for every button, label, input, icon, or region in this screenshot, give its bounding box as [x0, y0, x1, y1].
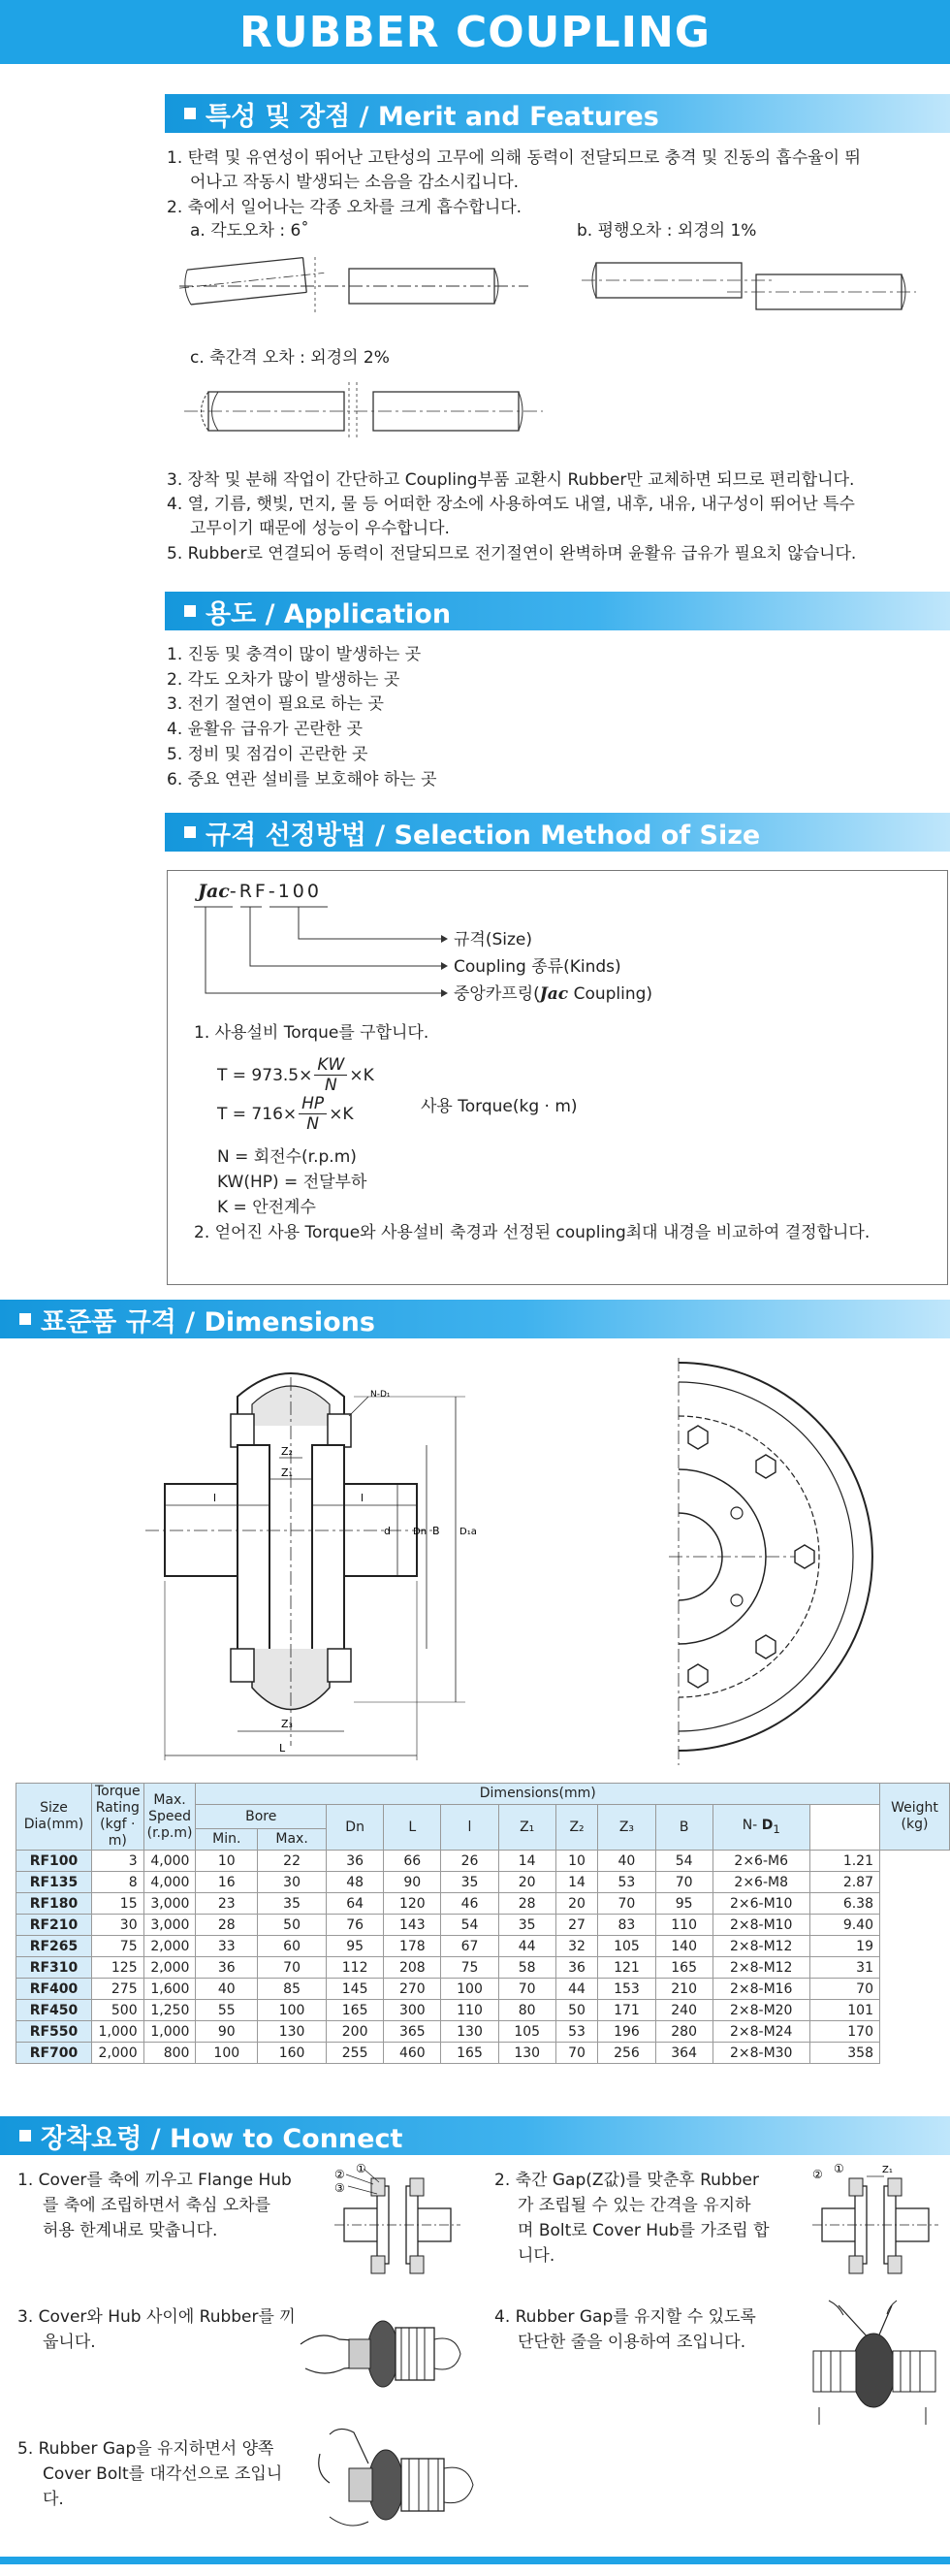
- table-row: [16, 1936, 950, 1957]
- legend-jac-pre: 중앙카프링(: [454, 984, 540, 1004]
- table-cell-size: RF265: [16, 1936, 92, 1957]
- header-speed-3: (r.p.m): [146, 1824, 193, 1841]
- table-cell: 70: [555, 2043, 598, 2064]
- header-torque-2: Rating: [95, 1800, 140, 1816]
- table-cell: 2,000: [143, 1957, 196, 1979]
- col-header-speed: [143, 1784, 196, 1851]
- table-row: [16, 1979, 950, 2000]
- table-cell: 125: [92, 1957, 144, 1979]
- merit-item-5: 5. Rubber로 연결되어 동력이 전달되므로 전기절연이 완벽하며 윤활유 급유가 필요치 않습니다.: [167, 544, 857, 564]
- table-cell: 210: [655, 1979, 712, 2000]
- table-cell: 270: [384, 1979, 441, 2000]
- table-cell: 143: [384, 1915, 441, 1936]
- table-cell: 171: [598, 2000, 655, 2021]
- header-nd1-pre: N-: [742, 1817, 762, 1833]
- bottom-rule: [0, 2557, 950, 2564]
- connect-step-1-line3: 허용 한계내로 맞춥니다.: [43, 2221, 218, 2240]
- application-item: 5. 정비 및 점검이 곤란한 곳: [167, 745, 368, 764]
- table-cell: 1.21: [809, 1851, 879, 1872]
- table-cell: 300: [384, 2000, 441, 2021]
- table-cell: 60: [258, 1936, 327, 1957]
- definition-k: K = 안전계수: [217, 1198, 316, 1217]
- table-cell: 153: [598, 1979, 655, 2000]
- callout-2: ②: [334, 2168, 345, 2181]
- table-cell: 2×8-M12: [712, 1957, 809, 1979]
- application-item: 3. 전기 절연이 필요로 하는 곳: [167, 694, 384, 714]
- table-cell: 55: [196, 2000, 258, 2021]
- callout-1: ①: [834, 2162, 844, 2175]
- table-cell: 1,250: [143, 2000, 196, 2021]
- connect-step-2-line1: 2. 축간 Gap(Z값)를 맞춘후 Rubber: [494, 2171, 759, 2190]
- table-cell-size: RF700: [16, 2043, 92, 2064]
- section-title-merit: 특성 및 장점 / Merit and Features: [206, 101, 659, 132]
- label-axial-gap-error: c. 축간격 오차 : 외경의 2%: [190, 348, 390, 368]
- table-cell: 500: [92, 2000, 144, 2021]
- table-cell: 50: [258, 1915, 327, 1936]
- table-cell: 70: [258, 1957, 327, 1979]
- table-cell: 31: [809, 1957, 879, 1979]
- table-cell: 358: [809, 2043, 879, 2064]
- page-title: RUBBER COUPLING: [239, 7, 711, 57]
- application-item: 2. 각도 오차가 많이 발생하는 곳: [167, 670, 400, 690]
- drawing-label-z2: Z₂: [281, 1445, 293, 1458]
- table-cell: 36: [327, 1851, 384, 1872]
- table-cell: 15: [92, 1893, 144, 1915]
- table-cell: 200: [327, 2021, 384, 2043]
- table-cell: 14: [498, 1851, 555, 1872]
- table-cell: 101: [809, 2000, 879, 2021]
- col-header-z2: Z₂: [555, 1805, 598, 1851]
- square-bullet-icon: [184, 108, 196, 119]
- square-bullet-icon: [19, 2130, 31, 2141]
- table-cell: 105: [598, 1936, 655, 1957]
- formula-hp-denominator: N: [306, 1114, 320, 1134]
- dimensions-table: [16, 1783, 950, 2064]
- table-cell: 140: [655, 1936, 712, 1957]
- table-cell: 32: [555, 1936, 598, 1957]
- table-cell: 53: [555, 2021, 598, 2043]
- drawing-label-L: L: [279, 1742, 286, 1755]
- table-cell: 10: [196, 1851, 258, 1872]
- table-cell: 2×8-M16: [712, 1979, 809, 2000]
- table-cell-size: RF100: [16, 1851, 92, 1872]
- connect-step-3-line2: 웁니다.: [43, 2333, 96, 2352]
- table-cell: 58: [498, 1957, 555, 1979]
- table-cell: 160: [258, 2043, 327, 2064]
- connect-step-5-line3: 다.: [43, 2490, 64, 2509]
- table-cell: 2,000: [143, 1936, 196, 1957]
- table-cell: 105: [498, 2021, 555, 2043]
- drawing-label-z3: Z₃: [281, 1718, 293, 1730]
- legend-jac-post: Coupling): [568, 984, 653, 1004]
- col-header-weight: [880, 1784, 950, 1851]
- table-cell: 256: [598, 2043, 655, 2064]
- definition-kw: KW(HP) = 전달부하: [217, 1173, 367, 1192]
- table-cell: 50: [555, 2000, 598, 2021]
- table-cell: 14: [555, 1872, 598, 1893]
- model-code-legend-lines: [194, 902, 446, 999]
- merit-item-4-line1: 4. 열, 기름, 햇빛, 먼지, 물 등 어떠한 장소에 사용하여도 내열, 내후, 내유, 내구성이 뛰어난 특수: [167, 495, 855, 514]
- table-cell: 100: [196, 2043, 258, 2064]
- col-header-torque: [92, 1784, 144, 1851]
- table-cell: 70: [809, 1979, 879, 2000]
- table-cell: 76: [327, 1915, 384, 1936]
- callout-z1: Z₁: [882, 2165, 893, 2175]
- drawing-label-dn: Dn: [413, 1527, 428, 1537]
- table-cell: 83: [598, 1915, 655, 1936]
- header-nd1-sub: 1: [773, 1821, 780, 1836]
- connect-step-3-illustration: [301, 2301, 460, 2407]
- connect-step-4-illustration: [800, 2301, 945, 2427]
- col-header-bore-max: Max.: [258, 1829, 327, 1851]
- table-cell: 2×8-M20: [712, 2000, 809, 2021]
- table-cell: 1,000: [92, 2021, 144, 2043]
- table-cell: 2×8-M24: [712, 2021, 809, 2043]
- table-cell: 110: [655, 1915, 712, 1936]
- axial-gap-error-diagram: [184, 380, 543, 448]
- table-cell: 110: [441, 2000, 498, 2021]
- section-header-selection: [165, 813, 950, 852]
- selection-step-2: 2. 얻어진 사용 Torque와 사용설비 축경과 선정된 coupling최대 내경을 비교하여 결정합니다.: [194, 1223, 871, 1242]
- col-header-z3: Z₃: [598, 1805, 655, 1851]
- table-cell: 90: [384, 1872, 441, 1893]
- table-cell: 1,600: [143, 1979, 196, 2000]
- table-cell: 130: [441, 2021, 498, 2043]
- formula-kw: [217, 1055, 374, 1095]
- table-cell-size: RF450: [16, 2000, 92, 2021]
- col-header-bore: Bore: [196, 1805, 327, 1829]
- formula-kw-numerator: KW: [314, 1055, 347, 1076]
- table-cell: 75: [92, 1936, 144, 1957]
- table-cell: 9.40: [809, 1915, 879, 1936]
- table-cell: 30: [258, 1872, 327, 1893]
- table-cell-size: RF310: [16, 1957, 92, 1979]
- table-cell: 100: [258, 2000, 327, 2021]
- table-cell: 70: [498, 1979, 555, 2000]
- col-header-bore-min: Min.: [196, 1829, 258, 1851]
- connect-step-5-line1: 5. Rubber Gap을 유지하면서 양쪽: [17, 2439, 274, 2459]
- label-angular-error: a. 각도오차 : 6˚: [190, 221, 309, 241]
- table-cell: 35: [258, 1893, 327, 1915]
- section-title-selection: 규격 선정방법 / Selection Method of Size: [206, 820, 761, 851]
- table-cell: 44: [555, 1979, 598, 2000]
- col-header-size: [16, 1784, 92, 1851]
- model-code: [198, 879, 322, 904]
- table-cell: 3: [92, 1851, 144, 1872]
- connect-step-2-line2: 가 조립될 수 있는 간격을 유지하: [518, 2196, 751, 2215]
- table-cell-size: RF180: [16, 1893, 92, 1915]
- drawing-label-b: B: [432, 1525, 440, 1537]
- formula-kw-denominator: N: [324, 1076, 337, 1095]
- table-row: [16, 1893, 950, 1915]
- col-header-nd1: [712, 1805, 809, 1851]
- callout-3: ③: [334, 2181, 345, 2195]
- table-cell: 95: [655, 1893, 712, 1915]
- formula-kw-fraction: [314, 1055, 347, 1095]
- table-cell-size: RF400: [16, 1979, 92, 2000]
- table-row: [16, 2000, 950, 2021]
- table-cell: 255: [327, 2043, 384, 2064]
- legend-size: 규격(Size): [454, 930, 533, 950]
- table-cell: 2,000: [92, 2043, 144, 2064]
- table-cell: 36: [196, 1957, 258, 1979]
- table-cell: 800: [143, 2043, 196, 2064]
- table-cell: 2×6-M8: [712, 1872, 809, 1893]
- legend-jac-coupling: [454, 982, 652, 1007]
- application-item: 1. 진동 및 충격이 많이 발생하는 곳: [167, 645, 422, 664]
- col-header-b: B: [655, 1805, 712, 1851]
- table-cell: 70: [655, 1872, 712, 1893]
- table-cell: 90: [196, 2021, 258, 2043]
- table-cell: 275: [92, 1979, 144, 2000]
- coupling-front-view-drawing: [543, 1358, 814, 1765]
- table-cell: 3,000: [143, 1893, 196, 1915]
- angular-error-diagram: [179, 247, 528, 325]
- table-cell: 40: [598, 1851, 655, 1872]
- table-cell: 130: [498, 2043, 555, 2064]
- table-row: [16, 1957, 950, 1979]
- table-cell: 53: [598, 1872, 655, 1893]
- table-cell: 2×8-M12: [712, 1936, 809, 1957]
- dimensions-table-body: [16, 1851, 950, 2064]
- header-torque-3: (kgf · m): [100, 1817, 136, 1849]
- formula-hp-numerator: HP: [299, 1094, 327, 1114]
- merit-item-2: 2. 축에서 일어나는 각종 오차를 크게 흡수합니다.: [167, 198, 522, 217]
- connect-step-2-line4: 니다.: [518, 2246, 555, 2266]
- connect-step-5-illustration: [310, 2425, 475, 2541]
- table-cell: 48: [327, 1872, 384, 1893]
- formula-kw-prefix: T = 973.5×: [217, 1065, 313, 1085]
- table-cell: 35: [498, 1915, 555, 1936]
- page-title-bar: [0, 0, 950, 64]
- callout-2: ②: [812, 2168, 823, 2181]
- table-cell: 178: [384, 1936, 441, 1957]
- table-cell-size: RF135: [16, 1872, 92, 1893]
- table-cell: 365: [384, 2021, 441, 2043]
- header-weight-2: (kg): [901, 1817, 929, 1832]
- merit-item-1-line1: 1. 탄력 및 유연성이 뛰어난 고탄성의 고무에 의해 동력이 전달되므로 충격 및 진동의 흡수율이 뛰: [167, 148, 861, 168]
- connect-step-4-line1: 4. Rubber Gap를 유지할 수 있도록: [494, 2307, 756, 2327]
- header-torque-1: Torque: [95, 1784, 141, 1799]
- table-cell: 130: [258, 2021, 327, 2043]
- square-bullet-icon: [184, 826, 196, 838]
- formula-hp-prefix: T = 716×: [217, 1104, 298, 1124]
- section-header-merit: [165, 94, 950, 133]
- model-code-brand: Jac: [198, 881, 230, 902]
- table-cell: 2×6-M6: [712, 1851, 809, 1872]
- table-cell: 27: [555, 1915, 598, 1936]
- table-cell: 3,000: [143, 1915, 196, 1936]
- header-nd1-d: D: [761, 1817, 774, 1833]
- table-cell: 35: [441, 1872, 498, 1893]
- table-cell: 208: [384, 1957, 441, 1979]
- section-title-application: 용도 / Application: [206, 598, 452, 629]
- table-cell: 121: [598, 1957, 655, 1979]
- drawing-label-d1a: D₁a: [459, 1527, 477, 1537]
- table-cell: 20: [498, 1872, 555, 1893]
- table-cell: 46: [441, 1893, 498, 1915]
- table-cell: 23: [196, 1893, 258, 1915]
- torque-unit-note: 사용 Torque(kg · m): [421, 1097, 578, 1116]
- connect-step-1-line2: 를 축에 조립하면서 축심 오차를: [43, 2196, 271, 2215]
- section-header-dimensions: [0, 1300, 950, 1338]
- table-cell: 44: [498, 1936, 555, 1957]
- table-row: [16, 2021, 950, 2043]
- table-cell: 66: [384, 1851, 441, 1872]
- table-cell: 67: [441, 1936, 498, 1957]
- selection-step-1: 1. 사용설비 Torque를 구합니다.: [194, 1023, 429, 1043]
- table-cell: 120: [384, 1893, 441, 1915]
- table-cell: 240: [655, 2000, 712, 2021]
- table-cell: 40: [196, 1979, 258, 2000]
- table-cell: 112: [327, 1957, 384, 1979]
- table-row: [16, 1915, 950, 1936]
- table-cell: 54: [441, 1915, 498, 1936]
- header-speed-1: Max.: [153, 1791, 186, 1808]
- model-code-suffix: -RF-100: [229, 881, 322, 902]
- table-cell: 170: [809, 2021, 879, 2043]
- table-cell: 80: [498, 2000, 555, 2021]
- table-cell: 1,000: [143, 2021, 196, 2043]
- section-header-connect: [0, 2116, 950, 2155]
- table-row: [16, 2043, 950, 2064]
- drawing-label-d: d: [384, 1525, 391, 1537]
- table-cell: 145: [327, 1979, 384, 2000]
- table-cell-size: RF550: [16, 2021, 92, 2043]
- table-cell: 2×6-M10: [712, 1893, 809, 1915]
- col-header-z1: Z₁: [498, 1805, 555, 1851]
- table-cell-size: RF210: [16, 1915, 92, 1936]
- square-bullet-icon: [184, 605, 196, 617]
- table-row: [16, 1851, 950, 1872]
- callout-1: ①: [356, 2162, 366, 2175]
- table-row: [16, 1872, 950, 1893]
- connect-step-2-line3: 며 Bolt로 Cover Hub를 가조립 합: [518, 2221, 770, 2240]
- definition-n: N = 회전수(r.p.m): [217, 1147, 357, 1167]
- connect-step-3-line1: 3. Cover와 Hub 사이에 Rubber를 끼: [17, 2307, 296, 2327]
- connect-step-1-illustration: [334, 2162, 460, 2281]
- table-cell: 20: [555, 1893, 598, 1915]
- table-cell: 280: [655, 2021, 712, 2043]
- formula-hp: [217, 1094, 354, 1134]
- table-cell: 54: [655, 1851, 712, 1872]
- application-item: 6. 중요 연관 설비를 보호해야 하는 곳: [167, 770, 437, 789]
- table-cell: 2×8-M30: [712, 2043, 809, 2064]
- drawing-label-z1: Z₁: [281, 1466, 293, 1479]
- square-bullet-icon: [19, 1313, 31, 1325]
- table-cell: 36: [555, 1957, 598, 1979]
- formula-kw-suffix: ×K: [349, 1065, 374, 1085]
- table-cell: 33: [196, 1936, 258, 1957]
- table-cell: 364: [655, 2043, 712, 2064]
- legend-kinds: Coupling 종류(Kinds): [454, 957, 621, 977]
- drawing-label-l-left: l: [213, 1492, 217, 1504]
- header-size-text: Size: [40, 1800, 68, 1816]
- merit-item-3: 3. 장착 및 분해 작업이 간단하고 Coupling부품 교환시 Rubber만 교체하면 되므로 편리합니다.: [167, 470, 855, 490]
- table-cell: 22: [258, 1851, 327, 1872]
- connect-step-2-illustration: [812, 2162, 938, 2281]
- table-cell: 28: [196, 1915, 258, 1936]
- drawing-label-nd1: N-D₁: [370, 1390, 391, 1400]
- merit-item-1-line2: 어나고 작동시 발생되는 소음을 감소시킵니다.: [190, 173, 520, 192]
- table-cell: 19: [809, 1936, 879, 1957]
- table-cell: 460: [384, 2043, 441, 2064]
- col-header-l: l: [441, 1805, 498, 1851]
- table-cell: 26: [441, 1851, 498, 1872]
- formula-hp-suffix: ×K: [329, 1104, 354, 1124]
- table-cell: 8: [92, 1872, 144, 1893]
- table-cell: 196: [598, 2021, 655, 2043]
- table-cell: 64: [327, 1893, 384, 1915]
- formula-hp-fraction: [299, 1094, 327, 1134]
- table-cell: 30: [92, 1915, 144, 1936]
- table-cell: 85: [258, 1979, 327, 2000]
- table-cell: 165: [441, 2043, 498, 2064]
- drawing-label-l-right: l: [361, 1492, 364, 1504]
- table-cell: 2×8-M10: [712, 1915, 809, 1936]
- label-parallel-error: b. 평행오차 : 외경의 1%: [577, 221, 757, 241]
- connect-step-5-line2: Cover Bolt를 대각선으로 조입니: [43, 2464, 283, 2484]
- section-title-dimensions: 표준품 규격 / Dimensions: [41, 1306, 375, 1337]
- col-header-L: L: [384, 1805, 441, 1851]
- table-cell: 10: [555, 1851, 598, 1872]
- merit-item-4-line2: 고무이기 때문에 성능이 우수합니다.: [190, 519, 450, 538]
- col-header-dimensions: Dimensions(mm): [196, 1784, 880, 1805]
- table-cell: 165: [655, 1957, 712, 1979]
- table-cell: 4,000: [143, 1872, 196, 1893]
- table-cell: 28: [498, 1893, 555, 1915]
- table-cell: 4,000: [143, 1851, 196, 1872]
- col-header-dn: Dn: [327, 1805, 384, 1851]
- connect-step-4-line2: 단단한 줄을 이용하여 조입니다.: [518, 2333, 746, 2352]
- table-cell: 100: [441, 1979, 498, 2000]
- application-item: 4. 윤활유 급유가 곤란한 곳: [167, 720, 364, 739]
- header-weight-1: Weight: [891, 1800, 938, 1816]
- table-cell: 95: [327, 1936, 384, 1957]
- table-cell: 75: [441, 1957, 498, 1979]
- header-dia-text: Dia(mm): [23, 1817, 84, 1832]
- section-title-connect: 장착요령 / How to Connect: [41, 2123, 403, 2154]
- header-speed-2: Speed: [148, 1808, 191, 1824]
- table-cell: 6.38: [809, 1893, 879, 1915]
- section-header-application: [165, 592, 950, 630]
- parallel-error-diagram: [582, 247, 916, 325]
- connect-step-1-line1: 1. Cover를 축에 끼우고 Flange Hub: [17, 2171, 292, 2190]
- table-cell: 165: [327, 2000, 384, 2021]
- legend-jac-brand: Jac: [539, 984, 569, 1004]
- coupling-section-drawing: [145, 1358, 533, 1765]
- table-cell: 70: [598, 1893, 655, 1915]
- table-cell: 2.87: [809, 1872, 879, 1893]
- table-cell: 16: [196, 1872, 258, 1893]
